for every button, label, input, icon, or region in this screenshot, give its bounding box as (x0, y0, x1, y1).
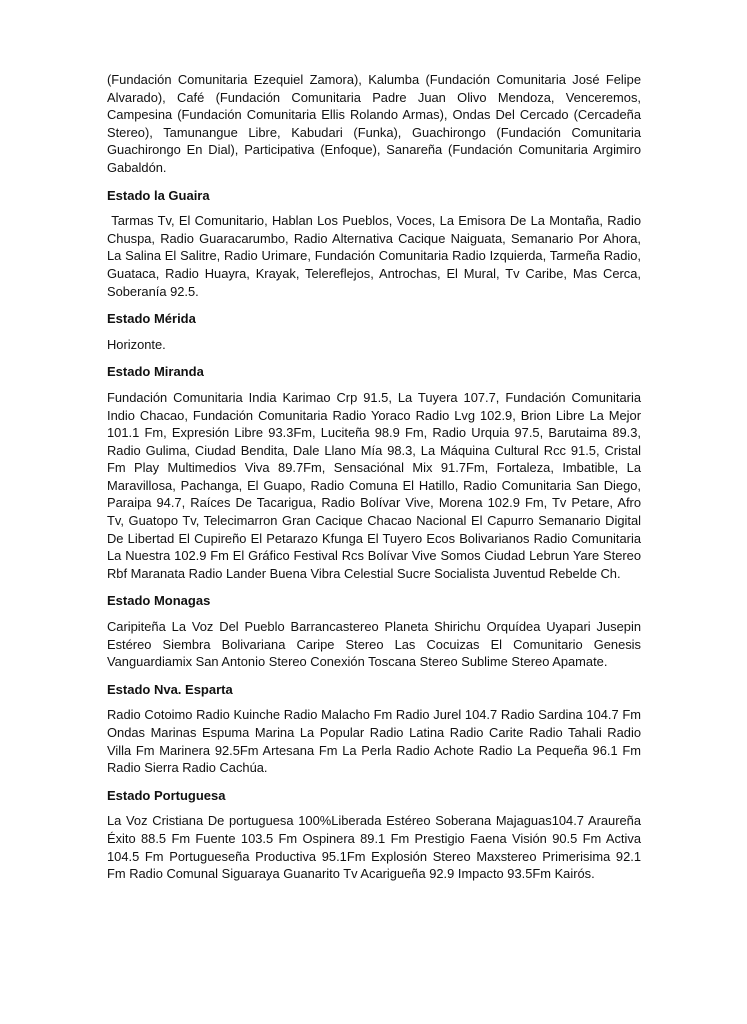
section-heading-miranda: Estado Miranda (107, 364, 204, 380)
monagas-paragraph: Caripiteña La Voz Del Pueblo Barrancastereo Planeta Shirichu Orquídea Uyapari Jusepin Estéreo Siembra Bolivariana Caripe Stereo Las Cocuizas El Comunitario Genesis Vanguardiamix San Antonio Stereo Conexión Toscana Stereo Sublime Stereo Apamate. (107, 619, 641, 670)
section-heading-merida: Estado Mérida (107, 311, 196, 327)
section-heading-portuguesa: Estado Portuguesa (107, 787, 226, 803)
nva-esparta-paragraph: Radio Cotoimo Radio Kuinche Radio Malacho Fm Radio Jurel 104.7 Radio Sardina 104.7 Fm Ondas Marinas Espuma Marina La Popular Radio Latina Radio Carite Radio Tahali Radio Villa Fm Marinera 92.5Fm Artesana Fm La Perla Radio Achote Radio La Pequeña 96.1 Fm Radio Sierra Radio Cachúa. (107, 707, 641, 776)
merida-paragraph: Horizonte. (107, 336, 166, 352)
section-heading-nva-esparta: Estado Nva. Esparta (107, 681, 233, 697)
portuguesa-paragraph: La Voz Cristiana De portuguesa 100%Liberada Estéreo Soberana Majaguas104.7 Araureña Éxito 88.5 Fm Fuente 103.5 Fm Ospinera 89.1 Fm Prestigio Faena Visión 90.5 Fm Activa 104.5 Fm Portugueseña Productiva 95.1Fm Explosión Stereo Maxstereo Primerisima 92.1 Fm Radio Comunal Siguaraya Guanarito Tv Acarigueña 92.9 Impacto 93.5Fm Kairós. (107, 813, 641, 882)
miranda-paragraph: Fundación Comunitaria India Karimao Crp 91.5, La Tuyera 107.7, Fundación Comunitaria Indio Chacao, Fundación Comunitaria Radio Yoraco Radio Lvg 102.9, Brion Libre La Mejor 101.1 Fm, Expresión Libre 93.3Fm, Luciteña 98.9 Fm, Radio Urquia 97.5, Barutaima 89.3, Radio Gulima, Ciudad Bendita, Dale Llano Mía 98.3, La Máquina Cultural Rcc 91.5, Cristal Fm Play Multimedios Viva 89.7Fm, Sensaciónal Mix 91.7Fm, Fortaleza, Imbatible, La Maravillosa, Pachanga, El Guapo, Radio Comuna El Hatillo, Radio Comunitaria San Diego, Paraipa 94.7, Raíces De Tacarigua, Radio Bolívar Vive, Morena 102.9 Fm, Tv Petare, Afro Tv, Guatopo Tv, Telecimarron Gran Cacique Chacao Nacional El Capurro Semanario Digital De Libertad El Cupireño El Petarazo Kfunga El Tuyero Ecos Bolivarianos Radio Comunitaria La Nuestra 102.9 Fm El Gráfico Festival Rcs Bolívar Vive Somos Ciudad Lebrun Yare Stereo Rbf Maranata Radio Lander Buena Vibra Celestial Sucre Socialista Juventud Rebelde Ch. (107, 389, 641, 581)
document-page (107, 71, 645, 883)
intro-paragraph: (Fundación Comunitaria Ezequiel Zamora), Kalumba (Fundación Comunitaria José Felipe Alvarado), Café (Fundación Comunitaria Padre Juan Olivo Mendoza, Venceremos, Campesina (Fundación Comunitaria Ellis Rolando Armas), Ondas Del Cercado (Cercadeña Stereo), Tamunangue Libre, Kabudari (Funka), Guachirongo (Fundación Comunitaria Guachirongo En Dial), Participativa (Enfoque), Sanareña (Fundación Comunitaria Argimiro Gabaldón. (107, 72, 641, 175)
section-heading-la-guaira: Estado la Guaira (107, 187, 210, 203)
la-guaira-paragraph: Tarmas Tv, El Comunitario, Hablan Los Pueblos, Voces, La Emisora De La Montaña, Radio Chuspa, Radio Guaracarumbo, Radio Alternativa Cacique Naiguata, Semanario Por Ahora, La Salina El Salitre, Radio Urimare, Fundación Comunitaria Radio Izquierda, Tarmeña Radio, Guataca, Radio Huayra, Krayak, Telereflejos, Antrochas, El Mural, Tv Caribe, Mas Cerca, Soberanía 92.5. (107, 213, 645, 299)
section-heading-monagas: Estado Monagas (107, 593, 211, 609)
